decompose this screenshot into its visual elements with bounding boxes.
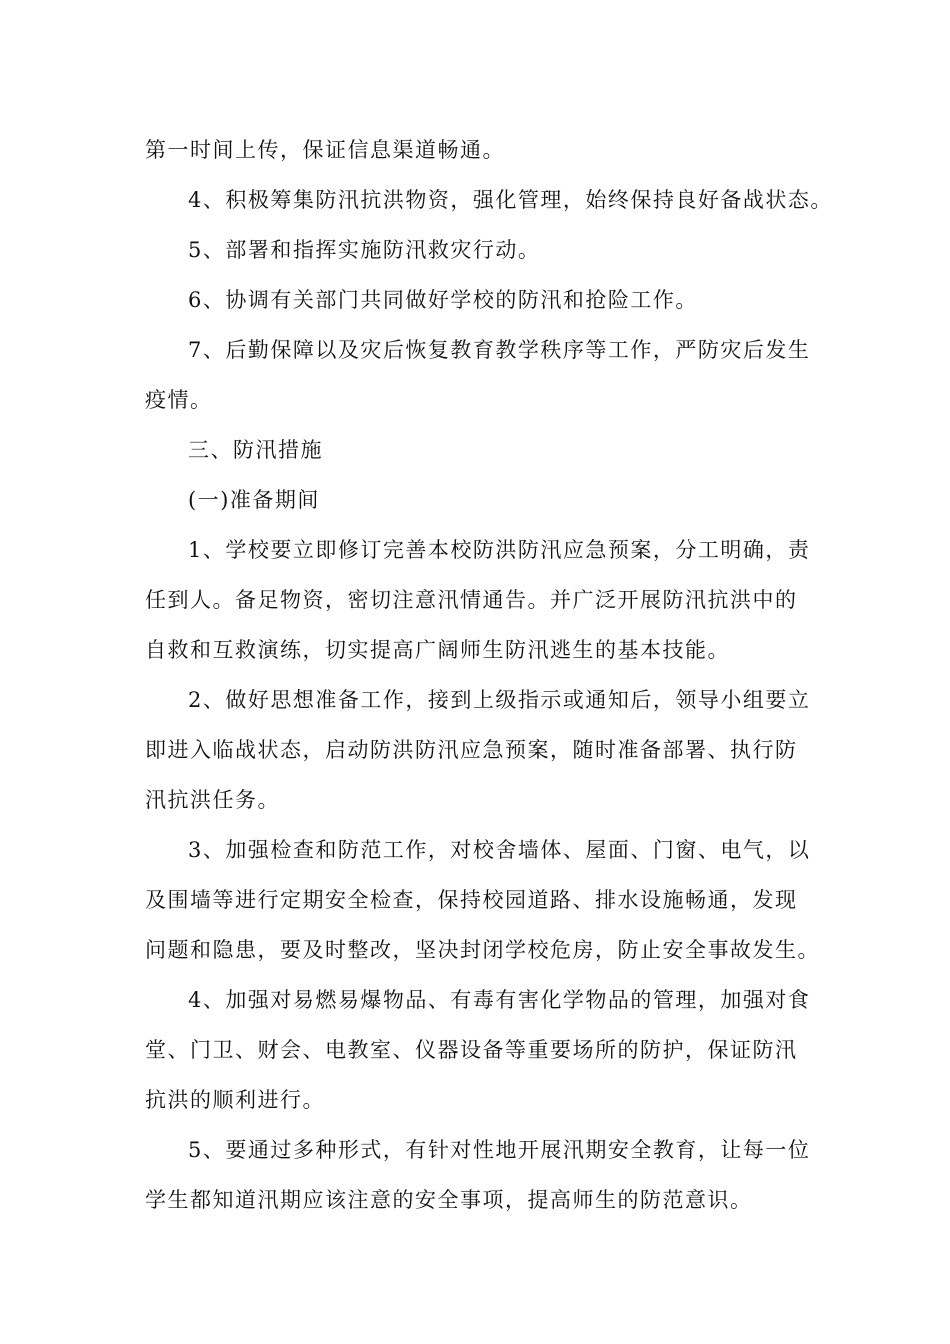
text-line: 学生都知道汛期应该注意的安全事项，提高师生的防范意识。 (145, 1188, 753, 1212)
text-line: 及围墙等进行定期安全检查，保持校园道路、排水设施畅通，发现 (145, 888, 798, 912)
text-line: 任到人。备足物资，密切注意汛情通告。并广泛开展防汛抗洪中的 (145, 588, 798, 612)
text-line: 7、后勤保障以及灾后恢复教育教学秩序等工作，严防灾后发生 (188, 338, 811, 362)
text-line: 4、积极筹集防汛抗洪物资，强化管理，始终保持良好备战状态。 (188, 188, 833, 212)
text-line: 第一时间上传，保证信息渠道畅通。 (145, 138, 505, 162)
text-line: 4、加强对易燃易爆物品、有毒有害化学物品的管理，加强对食 (188, 988, 811, 1012)
text-line: 3、加强检查和防范工作，对校舍墙体、屋面、门窗、电气，以 (188, 838, 811, 862)
text-line: 堂、门卫、财会、电教室、仪器设备等重要场所的防护，保证防汛 (145, 1038, 798, 1062)
text-line: 自救和互救演练，切实提高广阔师生防汛逃生的基本技能。 (145, 638, 730, 662)
text-line: 6、协调有关部门共同做好学校的防汛和抢险工作。 (188, 288, 698, 312)
section-heading: 三、防汛措施 (188, 438, 323, 462)
text-line: 问题和隐患，要及时整改，坚决封闭学校危房，防止安全事故发生。 (145, 938, 820, 962)
subsection-heading: (一)准备期间 (188, 488, 320, 512)
text-line: 1、学校要立即修订完善本校防洪防汛应急预案，分工明确，责 (188, 538, 811, 562)
text-line: 5、部署和指挥实施防汛救灾行动。 (188, 238, 541, 262)
text-line: 即进入临战状态，启动防洪防汛应急预案，随时准备部署、执行防 (145, 738, 798, 762)
text-line: 抗洪的顺利进行。 (145, 1088, 325, 1112)
text-line: 汛抗洪任务。 (145, 788, 280, 812)
text-line: 疫情。 (145, 388, 213, 412)
text-line: 2、做好思想准备工作，接到上级指示或通知后，领导小组要立 (188, 688, 811, 712)
text-line: 5、要通过多种形式，有针对性地开展汛期安全教育，让每一位 (188, 1138, 811, 1162)
